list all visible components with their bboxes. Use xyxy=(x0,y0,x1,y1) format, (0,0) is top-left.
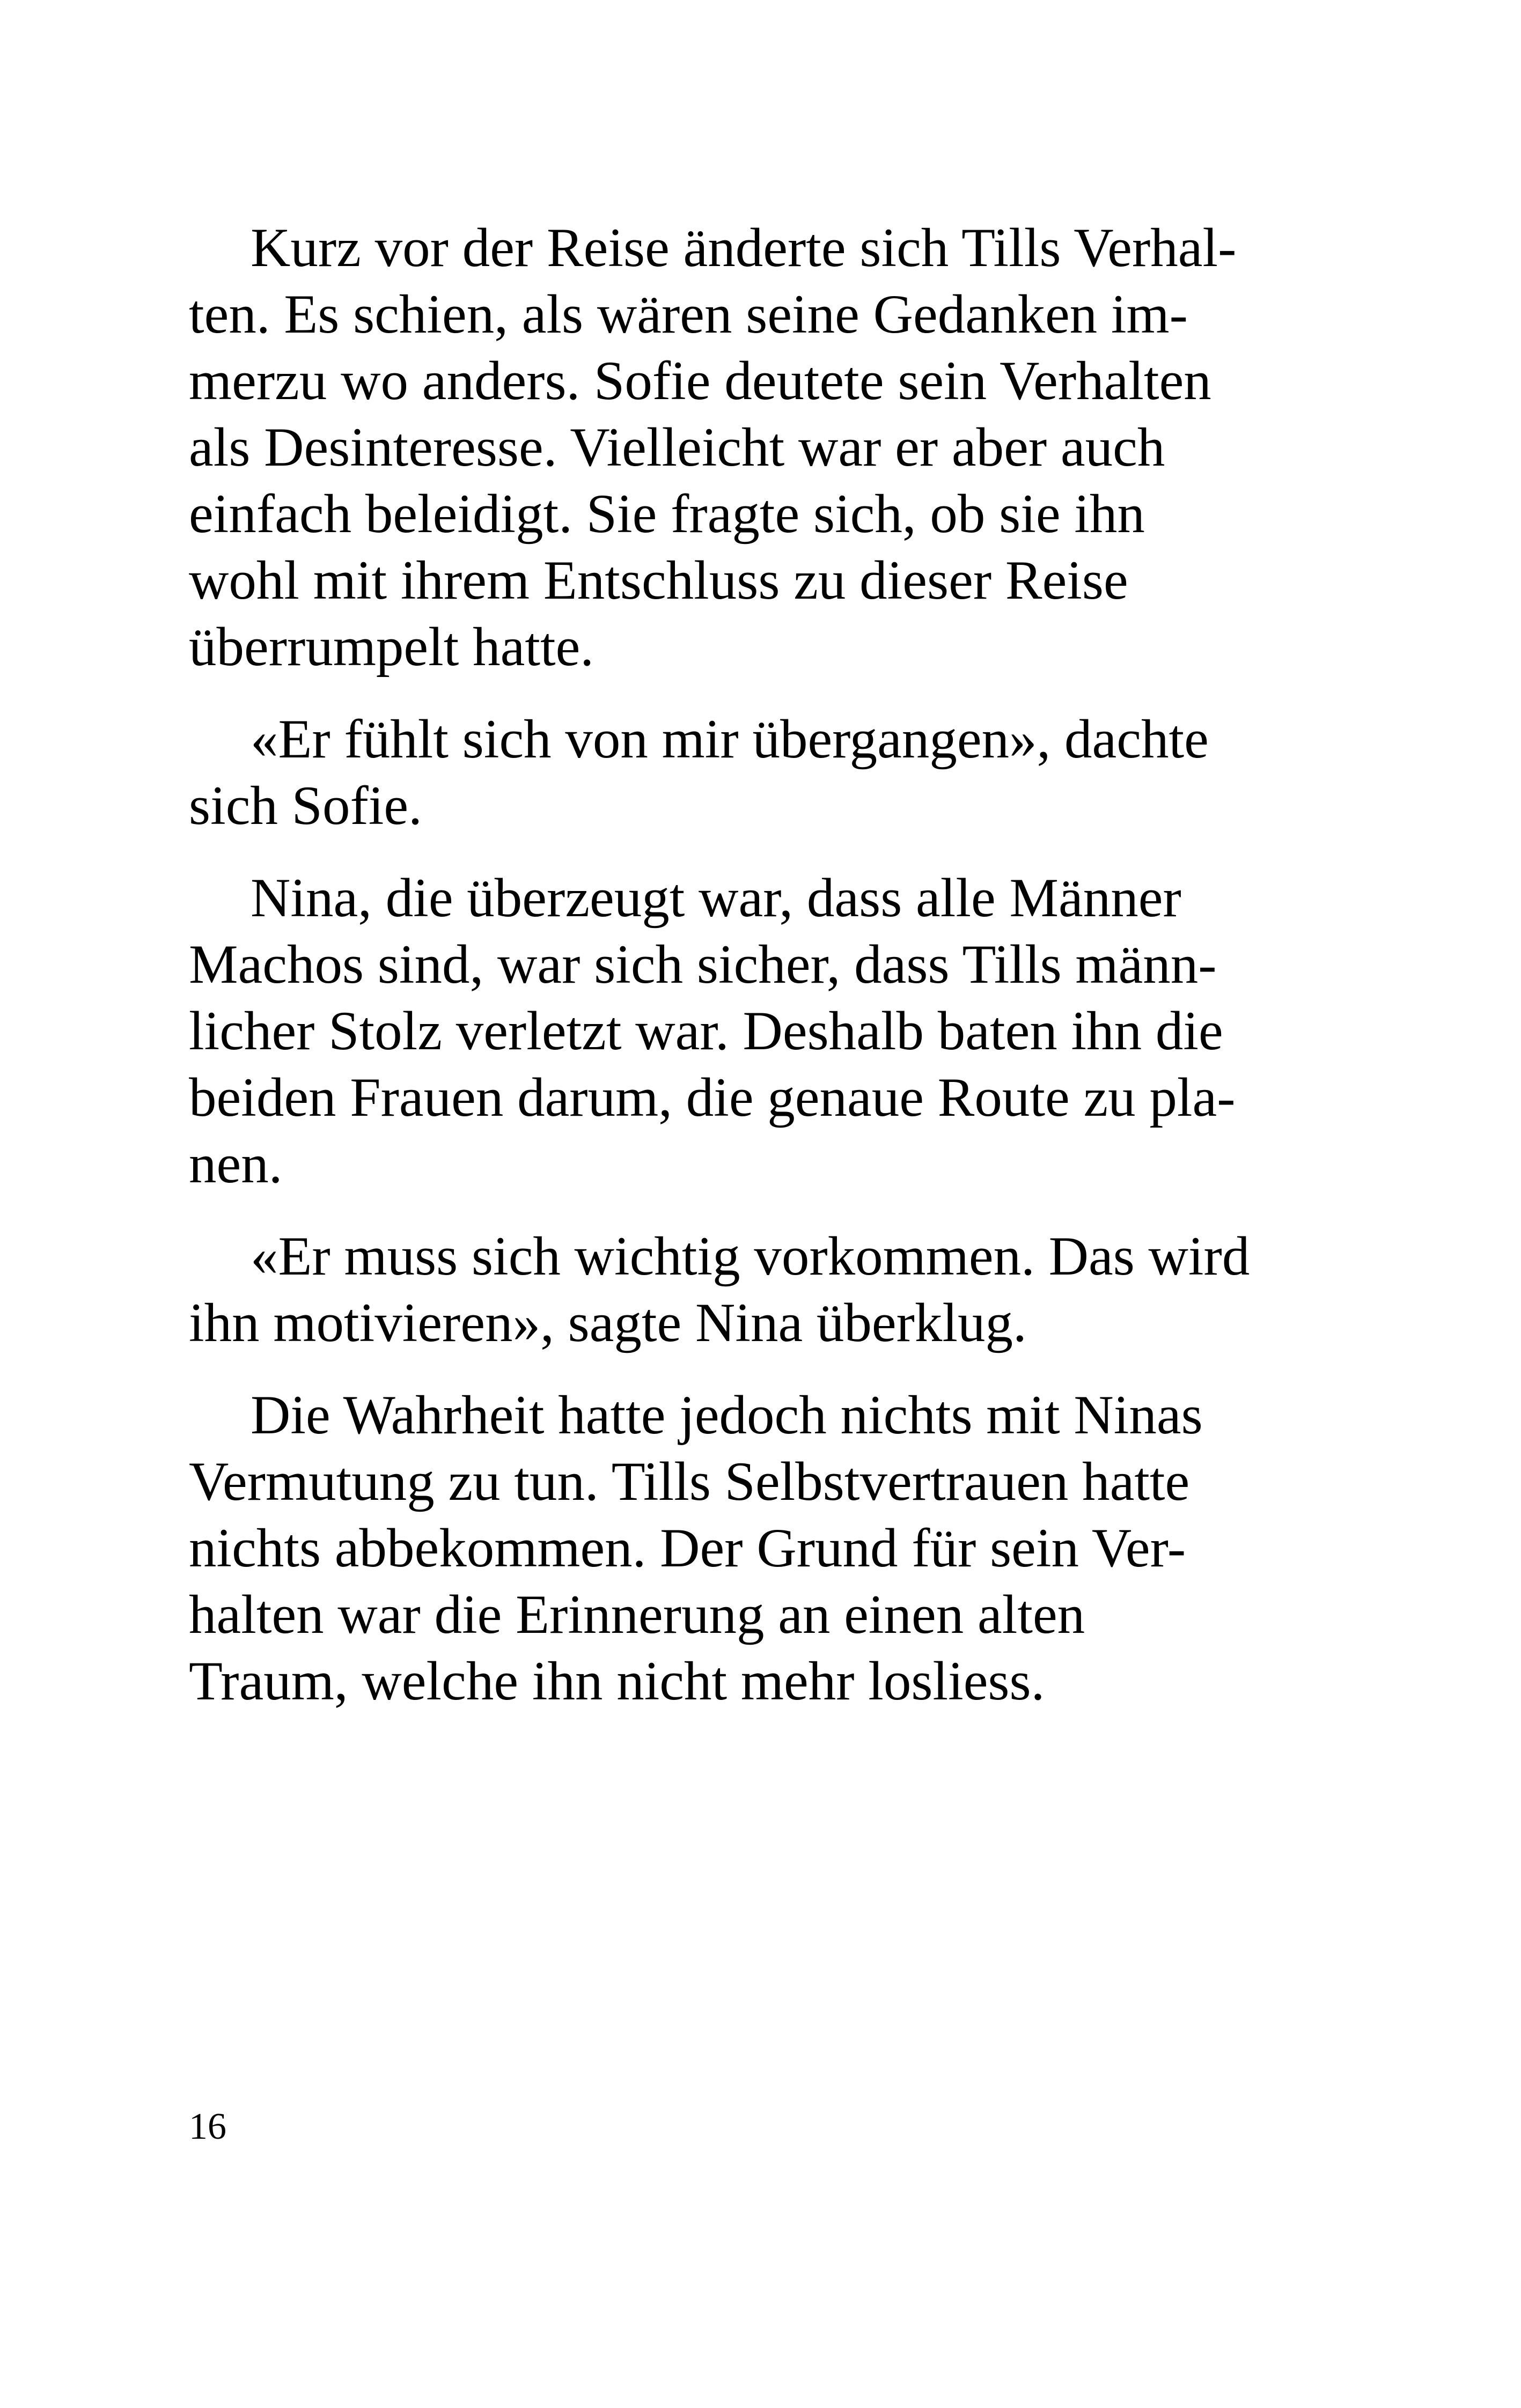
text-line: nen. xyxy=(189,1133,283,1195)
body-text xyxy=(189,215,1305,1740)
page-number: 16 xyxy=(189,2106,226,2147)
text-line: einfach beleidigt. Sie fragte sich, ob sie ihn xyxy=(189,483,1145,544)
text-line: merzu wo anders. Sofie deutete sein Verhalten xyxy=(189,350,1211,411)
paragraph-4 xyxy=(189,1223,1305,1356)
text-line: Die Wahrheit hatte jedoch nichts mit Ninas xyxy=(251,1385,1203,1446)
text-line: «Er fühlt sich von mir übergangen», dachte xyxy=(251,709,1209,770)
text-line: nichts abbekommen. Der Grund für sein Ver- xyxy=(189,1518,1186,1579)
text-line: halten war die Erinnerung an einen alten xyxy=(189,1584,1085,1645)
paragraph-1 xyxy=(189,215,1305,680)
text-line: Kurz vor der Reise änderte sich Tills Verhal- xyxy=(251,217,1237,278)
text-line: als Desinteresse. Vielleicht war er aber auch xyxy=(189,417,1165,478)
text-line: ten. Es schien, als wären seine Gedanken im- xyxy=(189,284,1188,345)
paragraph-5 xyxy=(189,1382,1305,1714)
text-line: Traum, welche ihn nicht mehr losliess. xyxy=(189,1651,1045,1712)
text-line: Vermutung zu tun. Tills Selbstvertrauen hatte xyxy=(189,1451,1190,1512)
text-line: Machos sind, war sich sicher, dass Tills männ- xyxy=(189,934,1217,995)
text-line: überrumpelt hatte. xyxy=(189,616,594,678)
paragraph-2 xyxy=(189,706,1305,839)
text-line: wohl mit ihrem Entschluss zu dieser Reise xyxy=(189,550,1128,611)
text-line: beiden Frauen darum, die genaue Route zu pla- xyxy=(189,1067,1236,1128)
paragraph-3 xyxy=(189,865,1305,1197)
text-line: sich Sofie. xyxy=(189,775,422,836)
text-line: Nina, die überzeugt war, dass alle Männer xyxy=(251,867,1181,929)
text-line: licher Stolz verletzt war. Deshalb baten ihn die xyxy=(189,1000,1223,1062)
text-line: ihn motivieren», sagte Nina überklug. xyxy=(189,1292,1027,1353)
text-line: «Er muss sich wichtig vorkommen. Das wird xyxy=(251,1226,1250,1287)
